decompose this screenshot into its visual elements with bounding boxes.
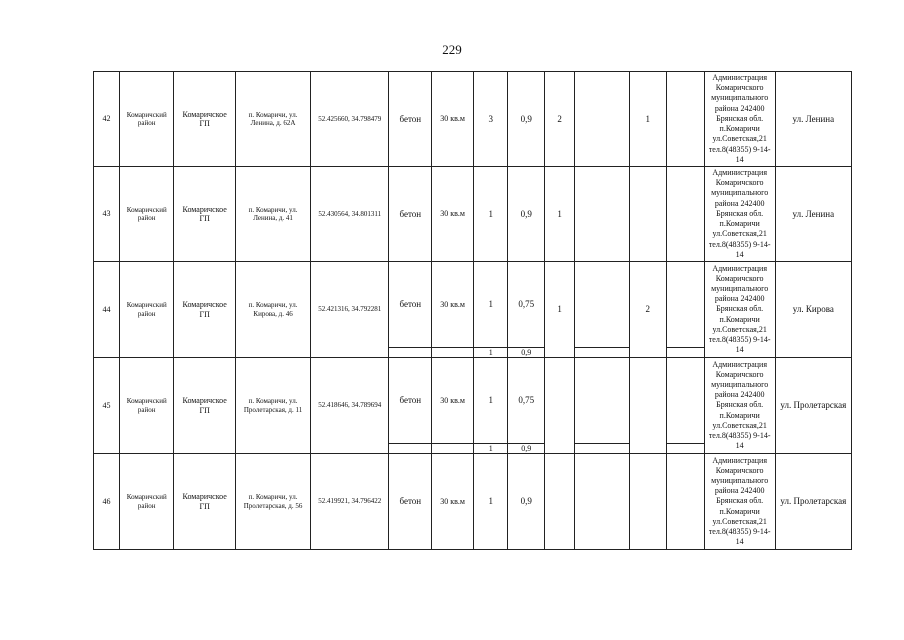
area-cell: 30 кв.м	[432, 167, 474, 262]
volume-cell: 0,9	[508, 167, 545, 262]
source-cell: ул. Кирова	[775, 262, 851, 358]
col13-cell	[667, 358, 705, 444]
coords-cell: 52.418646, 34.789694	[311, 358, 389, 454]
col10-cell: 1	[544, 167, 574, 262]
area-subcell	[432, 348, 474, 358]
area-cell: 30 кв.м	[432, 72, 474, 167]
coords-cell: 52.419921, 34.796422	[311, 454, 389, 550]
district-cell: Комаричский район	[120, 72, 174, 167]
col13-cell	[667, 262, 705, 348]
address-cell: п. Комаричи, ул. Пролетарская, д. 11	[235, 358, 310, 454]
source-cell: ул. Пролетарская	[775, 454, 851, 550]
row-number: 45	[94, 358, 120, 454]
row-number: 44	[94, 262, 120, 358]
source-cell: ул. Ленина	[775, 72, 851, 167]
col11-cell	[575, 358, 629, 444]
row-number: 46	[94, 454, 120, 550]
col10-cell	[544, 454, 574, 550]
count-cell: 1	[473, 167, 507, 262]
owner-cell: Администрация Комаричского муниципального района 242400 Брянская обл. п.Комаричи ул.Советская,21 тел.8(48355) 9-14-14	[704, 454, 775, 550]
volume-cell: 0,75	[508, 262, 545, 348]
col12-cell	[629, 358, 667, 454]
settlement-cell: Комаричское ГП	[174, 167, 236, 262]
area-subcell	[432, 444, 474, 454]
table-row	[94, 454, 852, 550]
address-cell: п. Комаричи, ул. Ленина, д. 41	[235, 167, 310, 262]
source-cell: ул. Ленина	[775, 167, 851, 262]
col10-cell: 2	[544, 72, 574, 167]
row-number: 42	[94, 72, 120, 167]
surface-cell: бетон	[389, 72, 432, 167]
col13-cell	[667, 167, 705, 262]
coords-cell: 52.425660, 34.798479	[311, 72, 389, 167]
col11-subcell	[575, 444, 629, 454]
district-cell: Комаричский район	[120, 358, 174, 454]
col11-subcell	[575, 348, 629, 358]
surface-subcell	[389, 348, 432, 358]
settlement-cell: Комаричское ГП	[174, 262, 236, 358]
count-subcell: 1	[473, 348, 507, 358]
col12-cell	[629, 167, 667, 262]
volume-cell: 0,9	[508, 72, 545, 167]
address-cell: п. Комаричи, ул. Пролетарская, д. 56	[235, 454, 310, 550]
count-cell: 1	[473, 262, 507, 348]
settlement-cell: Комаричское ГП	[174, 358, 236, 454]
table-row	[94, 167, 852, 262]
coords-cell: 52.430564, 34.801311	[311, 167, 389, 262]
count-cell: 3	[473, 72, 507, 167]
volume-cell: 0,75	[508, 358, 545, 444]
col11-cell	[575, 72, 629, 167]
owner-cell: Администрация Комаричского муниципального района 242400 Брянская обл. п.Комаричи ул.Советская,21 тел.8(48355) 9-14-14	[704, 262, 775, 358]
coords-cell: 52.421316, 34.792281	[311, 262, 389, 358]
col11-cell	[575, 262, 629, 348]
count-cell: 1	[473, 454, 507, 550]
settlement-cell: Комаричское ГП	[174, 72, 236, 167]
owner-cell: Администрация Комаричского муниципального района 242400 Брянская обл. п.Комаричи ул.Советская,21 тел.8(48355) 9-14-14	[704, 167, 775, 262]
col10-cell: 1	[544, 262, 574, 358]
col13-cell	[667, 72, 705, 167]
col13-cell	[667, 454, 705, 550]
volume-subcell: 0,9	[508, 444, 545, 454]
row-number: 43	[94, 167, 120, 262]
owner-cell: Администрация Комаричского муниципального района 242400 Брянская обл. п.Комаричи ул.Советская,21 тел.8(48355) 9-14-14	[704, 358, 775, 454]
table-row	[94, 72, 852, 167]
district-cell: Комаричский район	[120, 167, 174, 262]
col13-subcell	[667, 444, 705, 454]
surface-cell: бетон	[389, 454, 432, 550]
table-row	[94, 262, 852, 348]
surface-cell: бетон	[389, 167, 432, 262]
registry-table	[93, 71, 852, 550]
volume-subcell: 0,9	[508, 348, 545, 358]
source-cell: ул. Пролетарская	[775, 358, 851, 454]
page-number: 229	[442, 42, 462, 57]
area-cell: 30 кв.м	[432, 454, 474, 550]
address-cell: п. Комаричи, ул. Ленина, д. 62А	[235, 72, 310, 167]
col12-cell: 1	[629, 72, 667, 167]
count-cell: 1	[473, 358, 507, 444]
col11-cell	[575, 454, 629, 550]
col11-cell	[575, 167, 629, 262]
address-cell: п. Комаричи, ул. Кирова, д. 46	[235, 262, 310, 358]
district-cell: Комаричский район	[120, 454, 174, 550]
settlement-cell: Комаричское ГП	[174, 454, 236, 550]
surface-subcell	[389, 444, 432, 454]
owner-cell: Администрация Комаричского муниципального района 242400 Брянская обл. п.Комаричи ул.Советская,21 тел.8(48355) 9-14-14	[704, 72, 775, 167]
district-cell: Комаричский район	[120, 262, 174, 358]
area-cell: 30 кв.м	[432, 262, 474, 348]
col12-cell: 2	[629, 262, 667, 358]
col10-cell	[544, 358, 574, 454]
volume-cell: 0,9	[508, 454, 545, 550]
col13-subcell	[667, 348, 705, 358]
surface-cell: бетон	[389, 358, 432, 444]
area-cell: 30 кв.м	[432, 358, 474, 444]
surface-cell: бетон	[389, 262, 432, 348]
count-subcell: 1	[473, 444, 507, 454]
table-row	[94, 358, 852, 444]
col12-cell	[629, 454, 667, 550]
